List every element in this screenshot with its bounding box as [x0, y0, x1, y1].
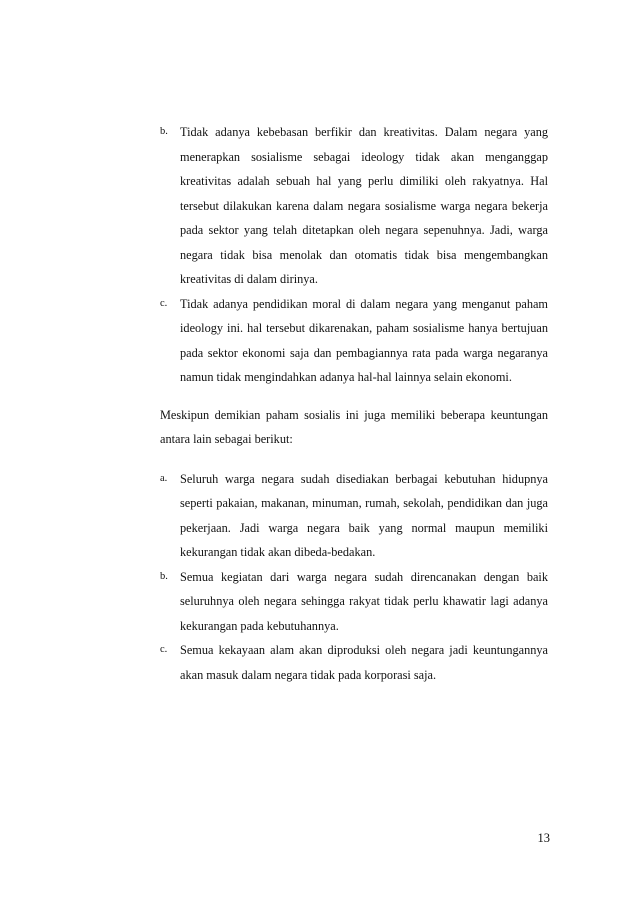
- list-marker: b.: [160, 570, 168, 582]
- list-item: [160, 467, 548, 565]
- list-item-text: Tidak adanya pendidikan moral di dalam negara yang menganut paham ideology ini. hal tersebut dikarenakan, paham sosialisme hanya bertujuan pada sektor ekonomi saja dan pembagiannya rata pada warga negaranya namun tidak mengindahkan adanya hal-hal lainnya selain ekonomi.: [180, 296, 548, 384]
- list-marker: c.: [160, 297, 168, 309]
- list-item: [160, 120, 548, 292]
- list-marker: b.: [160, 126, 168, 137]
- list-marker: a.: [160, 472, 168, 484]
- advantages-list: [160, 467, 548, 688]
- list-item: [160, 638, 548, 687]
- list-item-text: Semua kekayaan alam akan diproduksi oleh negara jadi keuntungannya akan masuk dalam negara tidak pada korporasi saja.: [180, 643, 548, 682]
- list-item-text: Semua kegiatan dari warga negara sudah direncanakan dengan baik seluruhnya oleh negara sehingga rakyat tidak perlu khawatir lagi adanya kekurangan pada kebutuhannya.: [180, 569, 548, 633]
- page-body: [160, 120, 548, 687]
- list-item-text: Tidak adanya kebebasan berfikir dan kreativitas. Dalam negara yang menerapkan sosialisme sebagai ideology tidak akan menganggap kreativitas adalah sebuah hal yang perlu dimiliki oleh rakyatnya. Hal tersebut dilakukan karena dalam negara sosialisme warga negara bekerja pada sektor yang telah ditetapkan oleh negara sepenuhnya. Jadi, warga negara tidak bisa menolak dan otomatis tidak bisa mengembangkan kreativitas di dalam dirinya.: [180, 125, 548, 286]
- disadvantages-list: [160, 120, 548, 390]
- list-item: [160, 292, 548, 390]
- list-marker: c.: [160, 644, 168, 655]
- list-item-text: Seluruh warga negara sudah disediakan berbagai kebutuhan hidupnya seperti pakaian, makanan, minuman, rumah, sekolah, pendidikan dan juga pekerjaan. Jadi warga negara baik yang normal maupun memiliki kekurangan tidak akan dibeda-bedakan.: [180, 471, 548, 559]
- list-item: [160, 565, 548, 639]
- page-number: 13: [537, 831, 550, 845]
- intro-paragraph: Meskipun demikian paham sosialis ini juga memiliki beberapa keuntungan antara lain sebagai berikut:: [160, 407, 548, 446]
